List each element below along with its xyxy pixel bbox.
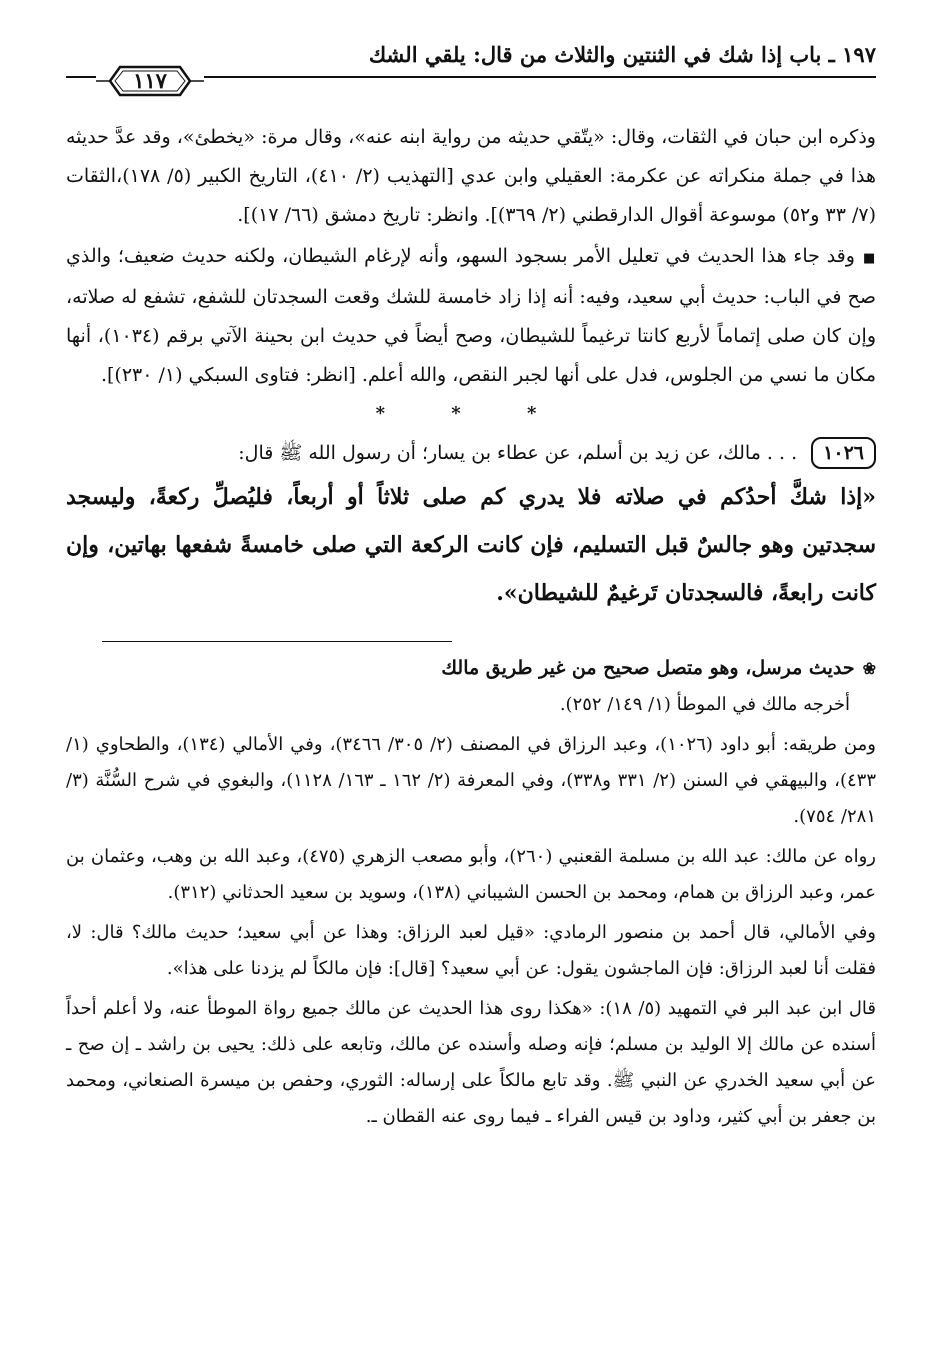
- takhrij-paragraph-3: رواه عن مالك: عبد الله بن مسلمة القعنبي (٢٦٠)، وأبو مصعب الزهري (٤٧٥)، وعبد الله بن وهب، وعثمان بن عمر، وعبد الرزاق بن همام، ومحمد بن الحسن الشيباني (١٣٨)، وسويد بن سعيد الحدثاني (٣١٢).: [66, 846, 876, 903]
- flower-ornament-icon: ❀: [862, 659, 876, 678]
- takhrij-paragraph-1: أخرجه مالك في الموطأ (١/ ١٤٩/ ٢٥٢).: [559, 694, 850, 715]
- hadith-isnad: . . . مالك، عن زيد بن أسلم، عن عطاء بن يسار؛ أن رسول الله ﷺ قال:: [238, 442, 798, 464]
- page-number: ١١٧: [133, 68, 167, 93]
- paragraph-2: [66, 237, 876, 395]
- hadith-grade: [66, 650, 876, 687]
- hadith-header: [66, 433, 876, 473]
- bullet-icon: ■: [862, 251, 876, 266]
- takhrij-paragraph-2: ومن طريقه: أبو داود (١٠٢٦)، وعبد الرزاق في المصنف (٢/ ٣٠٥/ ٣٤٦٦)، وفي الأمالي (١٣٤)، والطحاوي (١/ ٤٣٣)، والبيهقي في السنن (٢/ ٣٣١ و٣٣٨)، وفي المعرفة (٢/ ١٦٢ ـ ١٦٣/ ١١٢٨)، والبغوي في شرح السُّنَّة (٣/ ٢٨١/ ٧٥٤).: [66, 734, 876, 827]
- hadith-number: ١٠٢٦: [811, 437, 876, 469]
- section-divider-stars: * * *: [375, 403, 567, 424]
- running-title: ١٩٧ ـ باب إذا شك في الثنتين والثلاث من قال: يلقي الشك: [368, 42, 876, 67]
- takhrij-paragraph-4: وفي الأمالي، قال أحمد بن منصور الرمادي: «قيل لعبد الرزاق: وهذا عن أبي سعيد؛ حديث مالك؟ قال: لا، فقلت أنا لعبد الرزاق: فإن الماجشون يقول: عن أبي سعيد؟ [قال]: فإن مالكاً لم يزدنا على هذا».: [66, 922, 876, 979]
- footnote-separator: [102, 641, 452, 642]
- page-body: [66, 118, 876, 1135]
- paragraph-1: وذكره ابن حبان في الثقات، وقال: «يتّقي حديثه من رواية ابنه عنه»، وقال مرة: «يخطئ»، وقد عدَّ حديثه هذا في جملة منكراته عن عكرمة: العقيلي وابن عدي [التهذيب (٢/ ٤١٠)، التاريخ الكبير (٥/ ١٧٨)،الثقات (٧/ ٣٣ و٥٢) موسوعة أقوال الدارقطني (٢/ ٣٦٩)]. وانظر: تاريخ دمشق (٦٦/ ١٧)].: [66, 126, 876, 226]
- paragraph-2-text: وقد جاء هذا الحديث في تعليل الأمر بسجود السهو، وأنه لإرغام الشيطان، ولكنه حديث ضعيف؛ والذي صح في الباب: حديث أبي سعيد، وفيه: أنه إذا زاد خامسة للشك وقعت السجدتان للشفع، تشفع له صلاته، وإن كان صلى إتماماً لأربع كانتا ترغيماً للشيطان، وصح أيضاً في حديث ابن بحينة الآتي برقم (١٠٣٤)، أنها مكان ما نسي من الجلوس، فدل على أنها لجبر النقص، والله أعلم. [انظر: فتاوى السبكي (١/ ٢٣٠)].: [66, 245, 877, 386]
- page-number-badge: [96, 62, 204, 100]
- takhrij-paragraph-5: قال ابن عبد البر في التمهيد (٥/ ١٨): «هكذا روى هذا الحديث عن مالك جميع رواة الموطأ عنه، ولا أعلم أحداً أسنده عن مالك إلا الوليد بن مسلم؛ فإنه وصله وأسنده عن مالك، وتابعه على ذلك: يحيى بن راشد ـ إن صح ـ عن أبي سعيد الخدري عن النبي ﷺ. وقد تابع مالكاً على إرساله: الثوري، وحفص بن ميسرة الصنعاني، ومحمد بن جعفر بن أبي كثير، وداود بن قيس الفراء ـ فيما روى عنه القطان ـ.: [66, 998, 876, 1127]
- hadith-matn: «إذا شكَّ أحدُكم في صلاته فلا يدري كم صلى ثلاثاً أو أربعاً، فليُصلِّ ركعةً، وليسجد سجدتين وهو جالسٌ قبل التسليم، فإن كانت الركعة التي صلى خامسةً شفعها بهاتين، وإن كانت رابعةً، فالسجدتان تَرغيمٌ للشيطان».: [66, 484, 876, 606]
- page-header: [66, 42, 876, 112]
- grade-text: حديث مرسل، وهو متصل صحيح من غير طريق مالك: [441, 657, 855, 679]
